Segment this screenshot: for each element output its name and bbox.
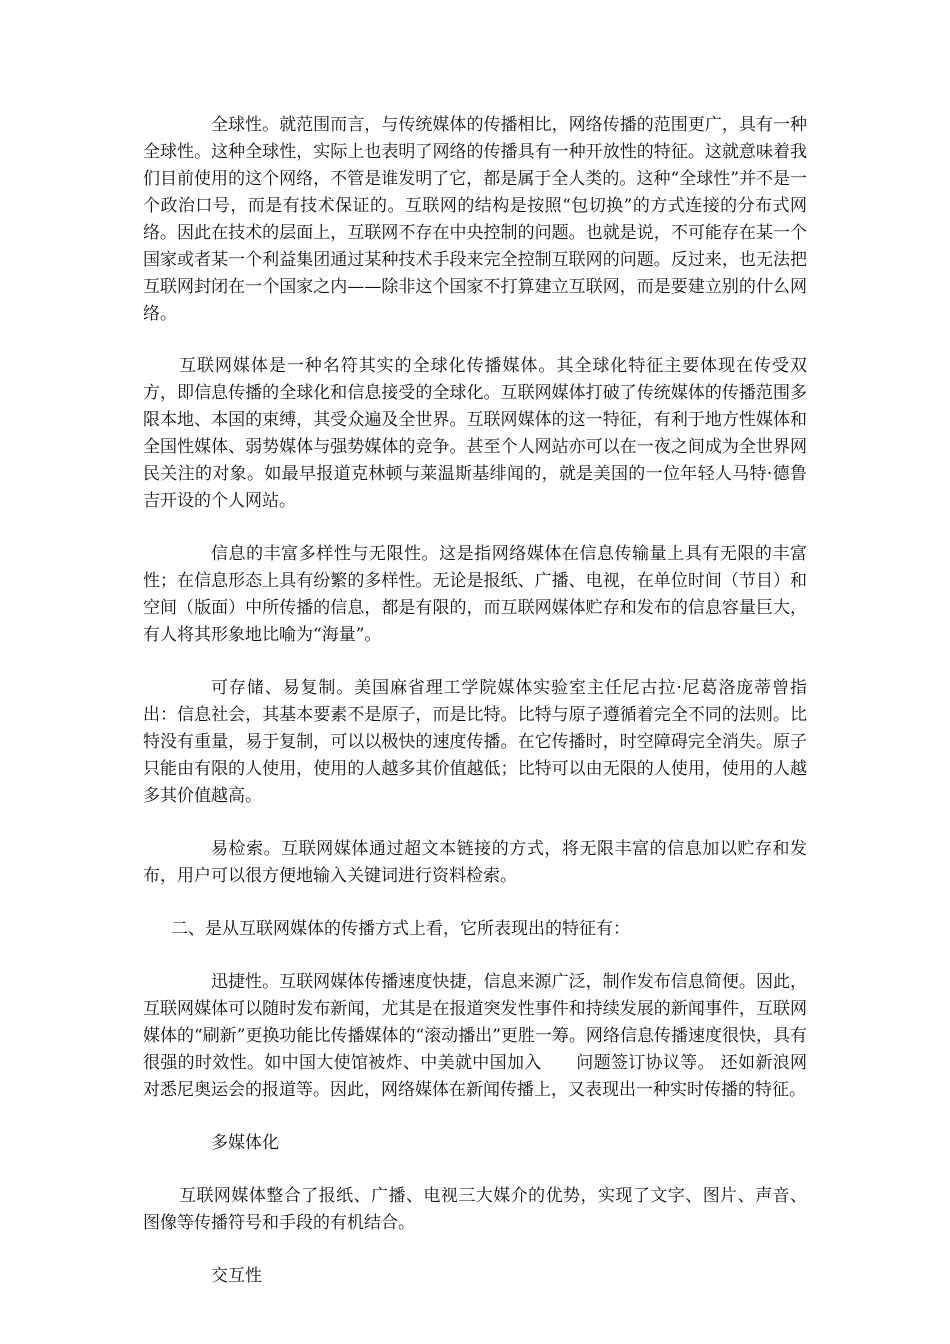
paragraph-global-nature: 全球性。就范围而言，与传统媒体的传播相比，网络传播的范围更广，具有一种全球性。这种全球性，实际上也表明了网络的传播具有一种开放性的特征。这就意味着我们目前使用的这个网络，不管是谁发明了它，都是属于全人类的。这种“全球性”并不是一个政治口号，而是有技术保证的。互联网的结构是按照“包切换”的方式连接的分布式网络。因此在技术的层面上，互联网不存在中央控制的问题。也就是说，不可能存在某一个国家或者某一个利益集团通过某种技术手段来完全控制互联网的问题。反过来，也无法把互联网封闭在一个国家之内——除非这个国家不打算建立互联网，而是要建立别的什么网络。 <box>143 115 807 324</box>
subheading-interactivity: 交互性 <box>211 1266 262 1286</box>
paragraph-easy-search: 易检索。互联网媒体通过超文本链接的方式，将无限丰富的信息加以贮存和发布，用户可以很方便地输入关键词进行资料检索。 <box>143 839 807 886</box>
paragraph-speed: 迅捷性。互联网媒体传播速度快捷，信息来源广泛，制作发布信息简便。因此，互联网媒体可以随时发布新闻，尤其是在报道突发性事件和持续发展的新闻事件，互联网媒体的“刷新”更换功能比传播媒体的“滚动播出”更胜一筹。网络信息传播速度很快，具有很强的时效性。如中国大使馆被炸、中美就中国加入 问题签订协议等。 还如新浪网对悉尼奥运会的报道等。因此，网络媒体在新闻传播上，又表现出一种实时传播的特征。 <box>143 972 807 1100</box>
subheading-multimedia: 多媒体化 <box>211 1133 279 1153</box>
document-page <box>143 112 807 1290</box>
paragraph-multimedia: 互联网媒体整合了报纸、广播、电视三大媒介的优势，实现了文字、图片、声音、图像等传播符号和手段的有机结合。 <box>143 1186 807 1233</box>
paragraph-information-richness: 信息的丰富多样性与无限性。这是指网络媒体在信息传输量上具有无限的丰富性；在信息形态上具有纷繁的多样性。无论是报纸、广播、电视，在单位时间（节目）和空间（版面）中所传播的信息，都是有限的，而互联网媒体贮存和发布的信息容量巨大，有人将其形象地比喻为“海量”。 <box>143 544 807 645</box>
paragraph-globalized-media: 互联网媒体是一种名符其实的全球化传播媒体。其全球化特征主要体现在传受双方，即信息传播的全球化和信息接受的全球化。互联网媒体打破了传统媒体的传播范围多限本地、本国的束缚，其受众遍及全世界。互联网媒体的这一特征，有利于地方性媒体和全国性媒体、弱势媒体与强势媒体的竞争。甚至个人网站亦可以在一夜之间成为全世界网民关注的对象。如最早报道克林顿与莱温斯基绯闻的，就是美国的一位年轻人马特·德鲁吉开设的个人网站。 <box>143 356 807 511</box>
section-heading-transmission-features: 二、是从互联网媒体的传播方式上看，它所表现出的特征有： <box>171 919 630 939</box>
paragraph-storage-copy: 可存储、易复制。美国麻省理工学院媒体实验室主任尼古拉·尼葛洛庞蒂曾指出：信息社会，其基本要素不是原子，而是比特。比特与原子遵循着完全不同的法则。比特没有重量，易于复制，可以以极快的速度传播。在它传播时，时空障碍完全消失。原子只能由有限的人使用，使用的人越多其价值越低；比特可以由无限的人使用，使用的人越多其价值越高。 <box>143 678 807 806</box>
